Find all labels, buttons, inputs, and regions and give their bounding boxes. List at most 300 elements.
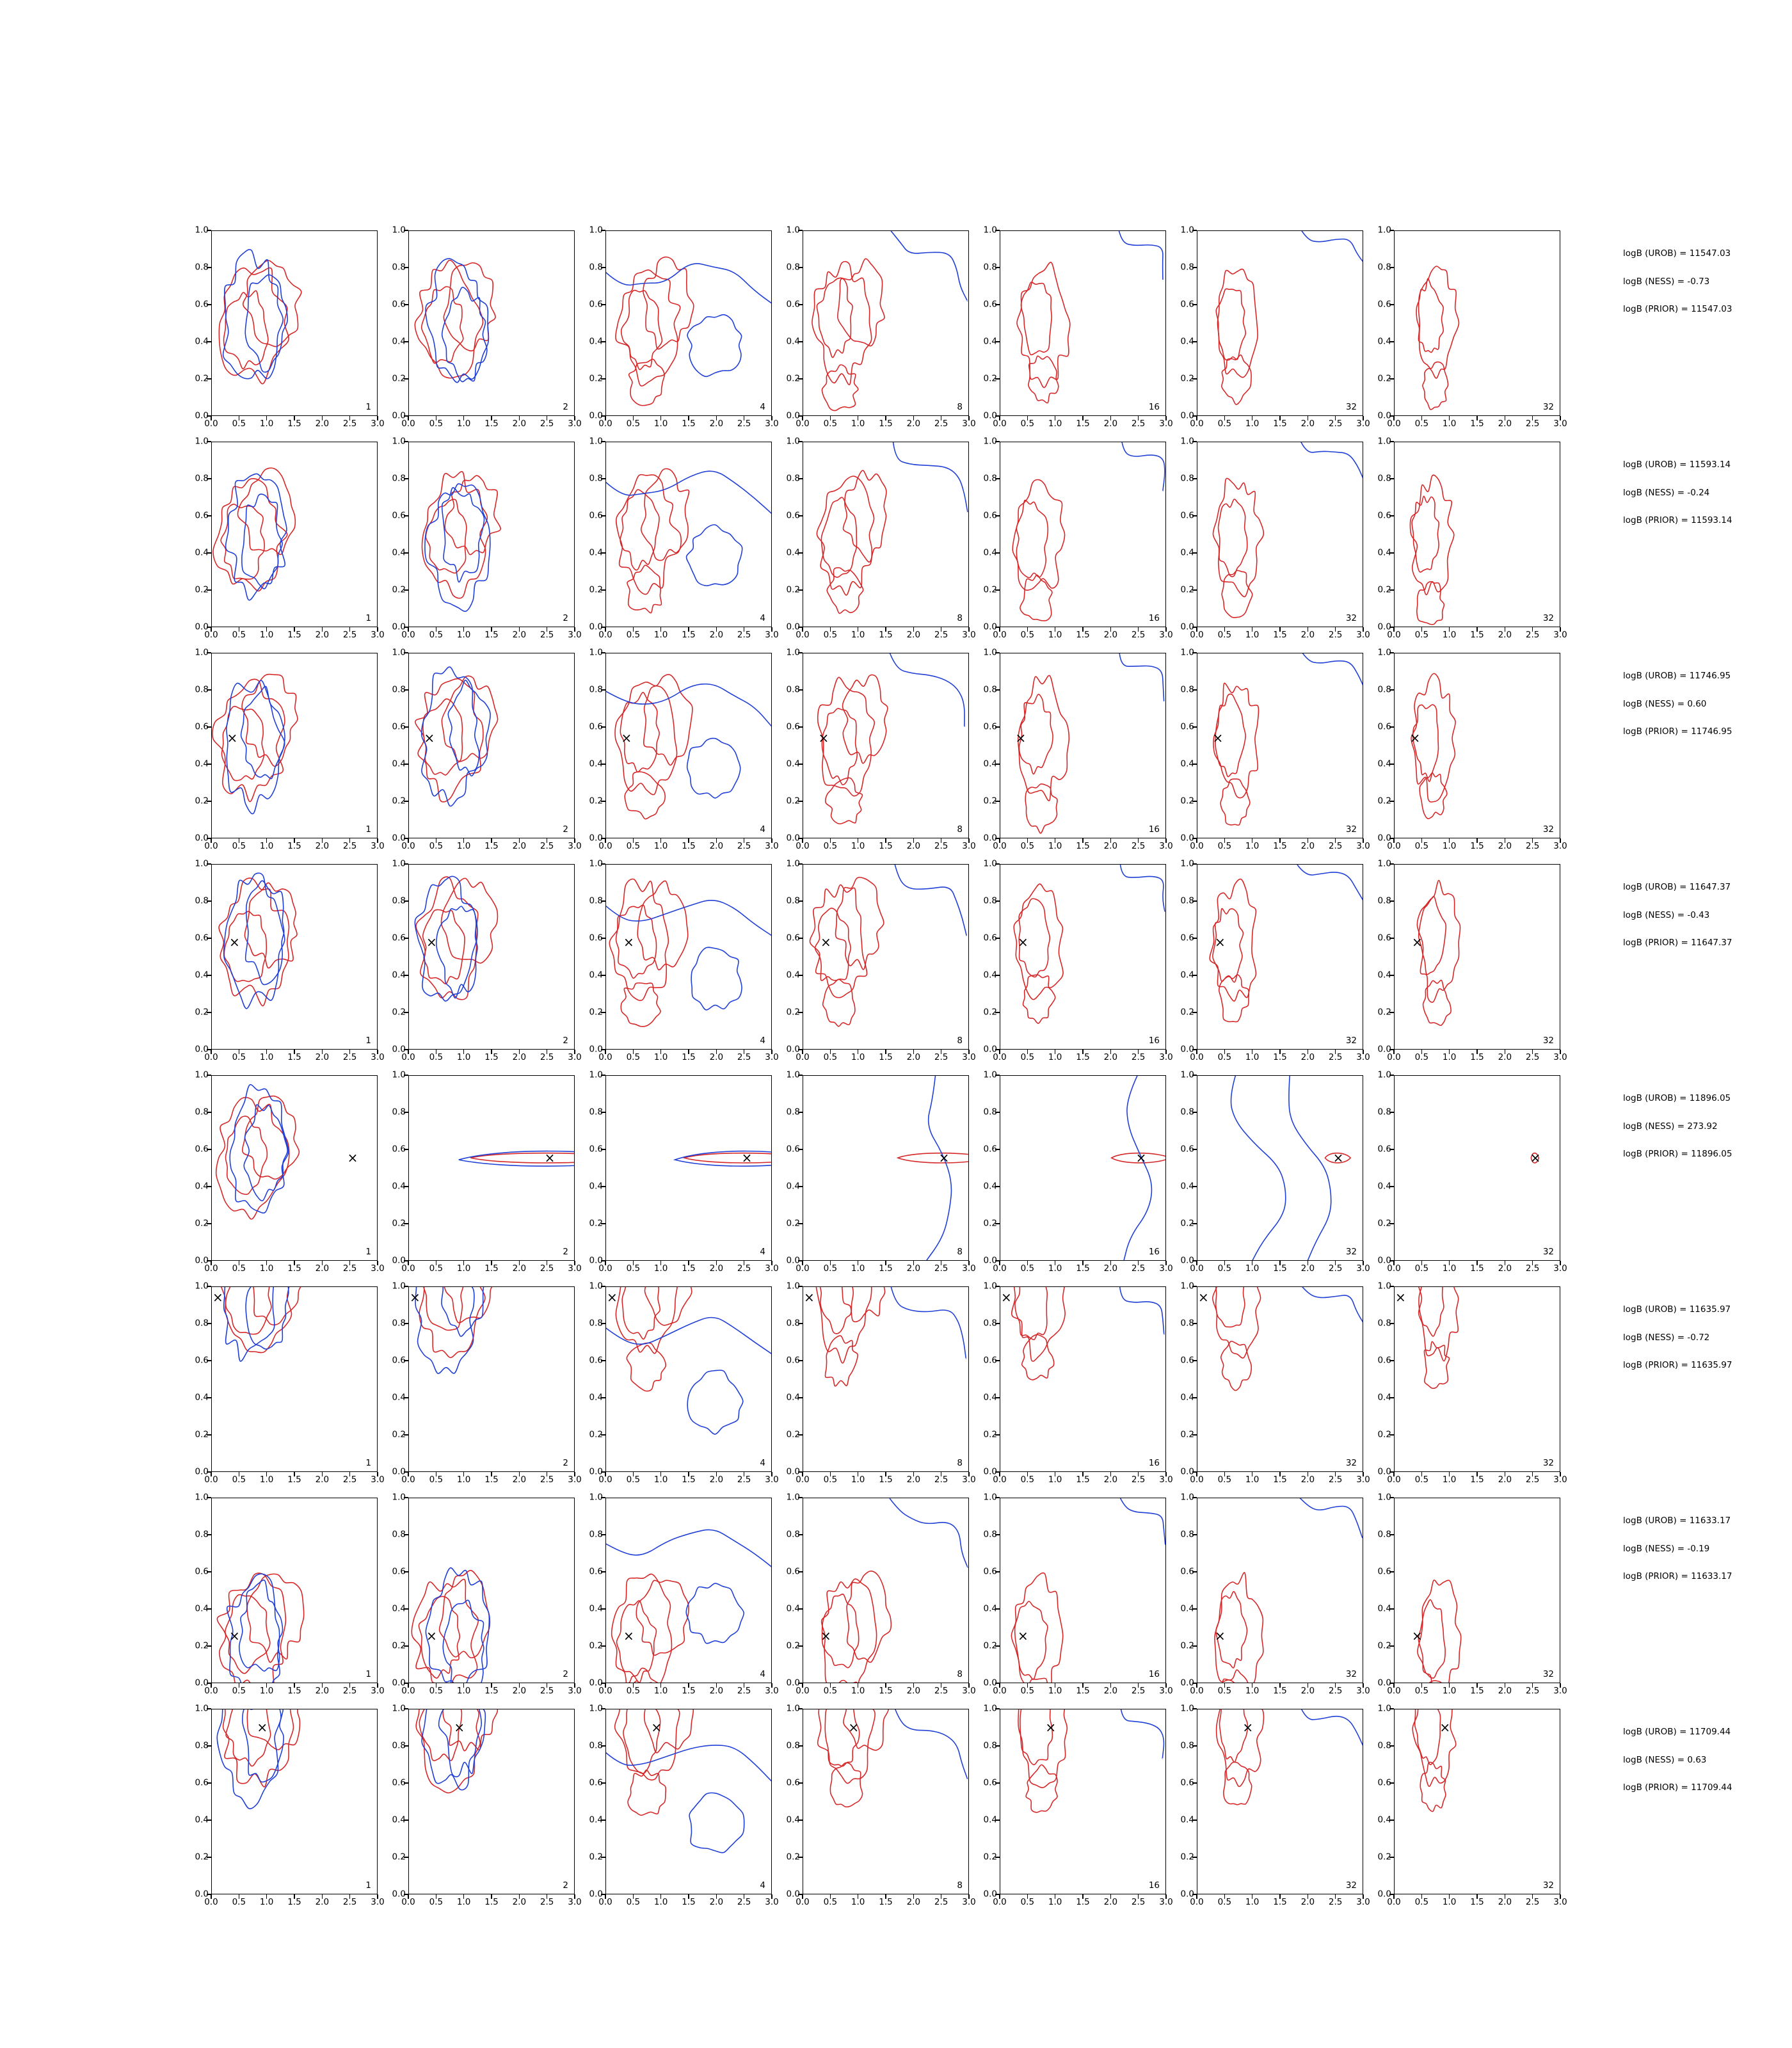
- y-tick-label: 0.4: [392, 1181, 406, 1192]
- subplot-panel[interactable]: [983, 1281, 1173, 1485]
- y-tick-label: 0.8: [983, 895, 997, 906]
- subplot-panel[interactable]: [983, 858, 1173, 1062]
- subplot-panel[interactable]: [392, 1281, 582, 1485]
- subplot-panel[interactable]: [195, 1703, 385, 1907]
- panel-index-label: 16: [1148, 1458, 1160, 1468]
- plot-area: [1197, 1075, 1363, 1261]
- x-tick-label: 0.0: [204, 630, 218, 640]
- y-tick-label: 1.0: [983, 647, 997, 658]
- x-tick-label: 1.5: [682, 1475, 696, 1485]
- y-tick-label: 0.6: [1180, 1566, 1194, 1577]
- x-tick-label: 3.0: [1159, 630, 1173, 640]
- x-tick-label: 0.5: [823, 841, 838, 851]
- y-tick-label: 0.0: [589, 1677, 603, 1688]
- y-tick-label: 1.0: [1377, 858, 1391, 869]
- subplot-panel[interactable]: [1377, 436, 1567, 640]
- x-tick-label: 0.5: [1020, 1897, 1035, 1907]
- y-tick-label: 0.4: [195, 1603, 209, 1614]
- subplot-panel[interactable]: [786, 1281, 976, 1485]
- maximum-marker: ×: [804, 1290, 815, 1306]
- x-tick-label: 2.0: [1300, 1475, 1315, 1485]
- x-tick-label: 2.0: [906, 630, 921, 640]
- y-tick-label: 0.2: [786, 1640, 800, 1651]
- x-tick-label: 2.5: [737, 1897, 751, 1907]
- y-tick-label: 1.0: [1377, 1069, 1391, 1080]
- x-tick-label: 2.0: [1498, 1475, 1512, 1485]
- y-tick-label: 0.2: [392, 1852, 406, 1862]
- x-tick-label: 1.0: [653, 1475, 668, 1485]
- y-tick-label: 0.4: [1180, 547, 1194, 558]
- subplot-panel[interactable]: [589, 225, 779, 429]
- x-tick-label: 0.5: [1020, 1686, 1035, 1696]
- y-tick-label: 1.0: [786, 1069, 800, 1080]
- subplot-panel[interactable]: [1377, 1069, 1567, 1274]
- y-tick-label: 0.4: [1377, 1181, 1391, 1192]
- y-tick-label: 0.4: [1180, 1392, 1194, 1403]
- y-tick-label: 1.0: [983, 225, 997, 236]
- subplot-panel[interactable]: [195, 1069, 385, 1274]
- x-tick-label: 0.0: [1387, 1263, 1401, 1274]
- y-tick-label: 0.4: [195, 336, 209, 347]
- y-tick-label: 0.0: [786, 621, 800, 632]
- y-tick-label: 0.0: [1180, 410, 1194, 421]
- x-tick-label: 2.0: [709, 630, 724, 640]
- y-tick-label: 0.4: [392, 547, 406, 558]
- subplot-panel[interactable]: [589, 1703, 779, 1907]
- subplot-panel[interactable]: [1180, 1069, 1370, 1274]
- x-tick-label: 3.0: [1356, 1052, 1370, 1062]
- x-tick-label: 0.0: [796, 630, 810, 640]
- x-tick-label: 0.5: [1217, 419, 1232, 429]
- subplot-panel[interactable]: [983, 436, 1173, 640]
- y-tick-label: 0.4: [1180, 1181, 1194, 1192]
- subplot-panel[interactable]: [589, 436, 779, 640]
- subplot-panel[interactable]: [786, 647, 976, 851]
- x-tick-label: 2.5: [540, 630, 554, 640]
- x-tick-label: 1.0: [456, 841, 471, 851]
- x-tick-label: 1.5: [484, 1475, 499, 1485]
- x-tick-label: 2.5: [1131, 419, 1146, 429]
- y-tick-label: 1.0: [195, 225, 209, 236]
- y-tick-label: 0.6: [195, 510, 209, 521]
- subplot-panel[interactable]: [983, 1492, 1173, 1696]
- y-tick-label: 0.0: [392, 1466, 406, 1477]
- y-tick-label: 0.8: [786, 895, 800, 906]
- x-tick-label: 1.0: [851, 419, 865, 429]
- x-tick-label: 1.5: [484, 1052, 499, 1062]
- y-tick-label: 1.0: [392, 1069, 406, 1080]
- y-tick-label: 0.6: [983, 1355, 997, 1366]
- y-tick-label: 0.6: [1180, 1355, 1194, 1366]
- panel-index-label: 16: [1148, 1036, 1160, 1046]
- x-tick-label: 2.0: [315, 841, 330, 851]
- subplot-panel[interactable]: [1377, 647, 1567, 851]
- x-tick-label: 1.0: [456, 1052, 471, 1062]
- x-tick-label: 2.0: [906, 419, 921, 429]
- y-tick-label: 0.2: [1377, 1852, 1391, 1862]
- x-tick-label: 2.5: [1525, 1052, 1540, 1062]
- subplot-panel[interactable]: [1180, 1281, 1370, 1485]
- y-tick-label: 0.2: [983, 1429, 997, 1440]
- subplot-panel[interactable]: [1377, 1703, 1567, 1907]
- subplot-panel[interactable]: [195, 225, 385, 429]
- plot-area: [803, 1498, 969, 1683]
- subplot-panel[interactable]: [786, 225, 976, 429]
- x-tick-label: 2.0: [709, 1686, 724, 1696]
- subplot-row: [195, 647, 1732, 864]
- x-tick-label: 3.0: [962, 630, 976, 640]
- subplot-panel[interactable]: [392, 1492, 582, 1696]
- maximum-marker: ×: [257, 1720, 268, 1735]
- subplot-panel[interactable]: [589, 1281, 779, 1485]
- x-tick-label: 2.5: [1328, 1052, 1343, 1062]
- x-tick-label: 1.5: [1470, 1475, 1484, 1485]
- y-tick-label: 0.2: [1180, 584, 1194, 595]
- y-tick-label: 0.8: [1377, 1107, 1391, 1117]
- x-tick-label: 0.0: [1190, 419, 1204, 429]
- x-tick-label: 3.0: [962, 1686, 976, 1696]
- x-tick-label: 1.0: [653, 630, 668, 640]
- y-tick-label: 1.0: [1377, 436, 1391, 447]
- subplot-panel[interactable]: [983, 647, 1173, 851]
- y-tick-label: 0.0: [1377, 1044, 1391, 1055]
- y-tick-label: 0.4: [1180, 1603, 1194, 1614]
- subplot-panel[interactable]: [786, 436, 976, 640]
- x-tick-label: 3.0: [568, 1897, 582, 1907]
- x-tick-label: 2.0: [315, 419, 330, 429]
- panel-index-label: 16: [1148, 1880, 1160, 1891]
- subplot-panel[interactable]: [589, 858, 779, 1062]
- x-tick-label: 0.5: [232, 1686, 246, 1696]
- x-tick-label: 0.5: [626, 1475, 641, 1485]
- subplot-panel[interactable]: [786, 1703, 976, 1907]
- plot-area: [1197, 864, 1363, 1050]
- x-tick-label: 1.0: [851, 1686, 865, 1696]
- plot-area: [408, 1498, 575, 1683]
- x-tick-label: 2.0: [1103, 1686, 1118, 1696]
- x-tick-label: 2.5: [540, 1052, 554, 1062]
- y-tick-label: 1.0: [195, 436, 209, 447]
- y-tick-label: 1.0: [786, 1492, 800, 1503]
- x-tick-label: 2.5: [934, 630, 948, 640]
- log-bayes-factor-label: logB (PRIOR) = 11593.14: [1623, 515, 1732, 525]
- x-tick-label: 0.0: [993, 1897, 1007, 1907]
- subplot-row: [195, 1703, 1732, 1920]
- x-tick-label: 0.5: [429, 630, 444, 640]
- x-tick-label: 2.5: [540, 1263, 554, 1274]
- plot-area: [1394, 230, 1560, 416]
- subplot-panel[interactable]: [1180, 1703, 1370, 1907]
- x-tick-label: 0.5: [1217, 1686, 1232, 1696]
- x-tick-label: 1.5: [879, 1686, 893, 1696]
- x-tick-label: 2.0: [512, 1686, 527, 1696]
- subplot-panel[interactable]: [392, 647, 582, 851]
- y-tick-label: 0.2: [589, 796, 603, 806]
- x-tick-label: 1.5: [1470, 1263, 1484, 1274]
- y-tick-label: 0.6: [1180, 1777, 1194, 1788]
- y-tick-label: 0.4: [195, 1814, 209, 1825]
- subplot-panel[interactable]: [1377, 858, 1567, 1062]
- maximum-marker: ×: [1135, 1150, 1147, 1166]
- subplot-panel[interactable]: [589, 1492, 779, 1696]
- y-tick-label: 0.2: [1180, 1429, 1194, 1440]
- x-tick-label: 2.0: [1498, 1897, 1512, 1907]
- y-tick-label: 0.8: [589, 1107, 603, 1117]
- x-tick-label: 3.0: [568, 1263, 582, 1274]
- x-tick-label: 3.0: [1159, 419, 1173, 429]
- subplot-panel[interactable]: [392, 1069, 582, 1274]
- x-tick-label: 1.5: [287, 1686, 301, 1696]
- subplot-panel[interactable]: [983, 225, 1173, 429]
- panel-index-label: 8: [957, 1880, 963, 1891]
- panel-index-label: 32: [1542, 1036, 1554, 1046]
- y-tick-label: 0.4: [1180, 1814, 1194, 1825]
- x-tick-label: 0.0: [1190, 1475, 1204, 1485]
- y-tick-label: 0.4: [195, 758, 209, 769]
- y-tick-label: 1.0: [195, 1069, 209, 1080]
- panel-index-label: 2: [563, 1880, 568, 1891]
- x-tick-label: 3.0: [962, 1475, 976, 1485]
- x-tick-label: 0.5: [429, 1475, 444, 1485]
- plot-area: [605, 1709, 772, 1894]
- y-tick-label: 0.6: [983, 299, 997, 310]
- plot-area: [605, 864, 772, 1050]
- x-tick-label: 1.5: [1470, 1686, 1484, 1696]
- subplot-panel[interactable]: [392, 225, 582, 429]
- x-tick-label: 0.5: [1414, 841, 1429, 851]
- x-tick-label: 2.5: [1131, 1263, 1146, 1274]
- y-tick-label: 0.6: [983, 721, 997, 732]
- subplot-panel[interactable]: [392, 436, 582, 640]
- y-tick-label: 0.0: [1180, 1889, 1194, 1900]
- y-tick-label: 0.0: [1377, 833, 1391, 844]
- y-tick-label: 0.8: [983, 1529, 997, 1540]
- y-tick-label: 0.8: [195, 473, 209, 484]
- panel-index-label: 32: [1345, 613, 1357, 623]
- subplot-panel[interactable]: [786, 858, 976, 1062]
- subplot-panel[interactable]: [1180, 647, 1370, 851]
- subplot-panel[interactable]: [195, 647, 385, 851]
- x-tick-label: 3.0: [765, 630, 779, 640]
- maximum-marker: ×: [1015, 730, 1027, 746]
- panel-index-label: 16: [1148, 824, 1160, 835]
- x-tick-label: 2.5: [540, 419, 554, 429]
- y-tick-label: 0.2: [195, 1218, 209, 1229]
- log-bayes-factor-label: logB (UROB) = 11547.03: [1623, 248, 1731, 259]
- y-tick-label: 0.8: [983, 262, 997, 273]
- x-tick-label: 1.5: [682, 1686, 696, 1696]
- y-tick-label: 0.8: [1377, 895, 1391, 906]
- y-tick-label: 0.6: [983, 1777, 997, 1788]
- x-tick-label: 0.5: [1020, 841, 1035, 851]
- maximum-marker: ×: [820, 934, 831, 950]
- x-tick-label: 0.5: [429, 841, 444, 851]
- x-tick-label: 0.5: [626, 1897, 641, 1907]
- y-tick-label: 0.2: [392, 584, 406, 595]
- x-tick-label: 0.0: [1190, 1263, 1204, 1274]
- y-tick-label: 0.0: [392, 1677, 406, 1688]
- y-tick-label: 1.0: [1180, 225, 1194, 236]
- x-tick-label: 3.0: [1356, 1263, 1370, 1274]
- y-tick-label: 0.8: [1180, 895, 1194, 906]
- log-bayes-factor-label: logB (PRIOR) = 11547.03: [1623, 304, 1732, 314]
- y-tick-label: 0.8: [392, 1107, 406, 1117]
- y-tick-label: 0.4: [589, 1181, 603, 1192]
- y-tick-label: 0.6: [1377, 510, 1391, 521]
- subplot-panel[interactable]: [983, 1703, 1173, 1907]
- x-tick-label: 2.5: [1131, 1475, 1146, 1485]
- subplot-panel[interactable]: [1180, 436, 1370, 640]
- y-tick-label: 1.0: [195, 858, 209, 869]
- subplot-panel[interactable]: [1377, 1281, 1567, 1485]
- plot-area: [211, 864, 378, 1050]
- x-tick-label: 1.5: [682, 419, 696, 429]
- x-tick-label: 3.0: [371, 1263, 385, 1274]
- y-tick-label: 1.0: [1377, 1703, 1391, 1714]
- y-tick-label: 0.8: [195, 1529, 209, 1540]
- y-tick-label: 0.6: [195, 1566, 209, 1577]
- y-tick-label: 1.0: [1377, 1281, 1391, 1292]
- subplot-panel[interactable]: [786, 1492, 976, 1696]
- x-tick-label: 1.5: [879, 630, 893, 640]
- maximum-marker: ×: [621, 730, 632, 746]
- x-tick-label: 1.0: [259, 419, 274, 429]
- subplot-panel[interactable]: [195, 1492, 385, 1696]
- y-tick-label: 0.6: [983, 510, 997, 521]
- subplot-panel[interactable]: [392, 1703, 582, 1907]
- x-tick-label: 1.5: [287, 1052, 301, 1062]
- panel-index-label: 2: [563, 824, 568, 835]
- x-tick-label: 1.0: [851, 841, 865, 851]
- maximum-marker: ×: [1212, 730, 1224, 746]
- x-tick-label: 3.0: [568, 1475, 582, 1485]
- x-tick-label: 0.0: [598, 630, 612, 640]
- log-bayes-factor-label: logB (UROB) = 11896.05: [1623, 1093, 1731, 1103]
- x-tick-label: 0.0: [796, 1052, 810, 1062]
- x-tick-label: 0.5: [1414, 419, 1429, 429]
- subplot-panel[interactable]: [195, 1281, 385, 1485]
- x-tick-label: 2.5: [737, 1052, 751, 1062]
- x-tick-label: 1.0: [1442, 1263, 1457, 1274]
- x-tick-label: 0.0: [401, 1263, 415, 1274]
- y-tick-label: 1.0: [392, 1281, 406, 1292]
- subplot-panel[interactable]: [983, 1069, 1173, 1274]
- y-tick-label: 0.6: [392, 1566, 406, 1577]
- x-tick-label: 1.0: [1245, 841, 1260, 851]
- plot-area: [1000, 230, 1166, 416]
- log-bayes-factor-label: logB (UROB) = 11647.37: [1623, 882, 1731, 892]
- y-tick-label: 0.0: [589, 1466, 603, 1477]
- subplot-panel[interactable]: [1180, 225, 1370, 429]
- x-tick-label: 1.0: [456, 1897, 471, 1907]
- x-tick-label: 0.0: [993, 1052, 1007, 1062]
- x-tick-label: 0.5: [1020, 1052, 1035, 1062]
- x-tick-label: 0.0: [1190, 1052, 1204, 1062]
- subplot-panel[interactable]: [1377, 225, 1567, 429]
- x-tick-label: 2.5: [934, 419, 948, 429]
- y-tick-label: 0.4: [589, 1814, 603, 1825]
- y-tick-label: 0.2: [1180, 1007, 1194, 1018]
- x-tick-label: 2.5: [737, 1263, 751, 1274]
- subplot-panel[interactable]: [1180, 1492, 1370, 1696]
- y-tick-label: 0.0: [195, 621, 209, 632]
- panel-index-label: 16: [1148, 1669, 1160, 1679]
- x-tick-label: 0.5: [823, 1686, 838, 1696]
- x-tick-label: 2.5: [737, 1686, 751, 1696]
- y-tick-label: 0.4: [1377, 758, 1391, 769]
- x-tick-label: 2.5: [540, 1897, 554, 1907]
- panel-index-label: 1: [365, 824, 371, 835]
- x-tick-label: 2.5: [1525, 1263, 1540, 1274]
- y-tick-label: 0.2: [786, 584, 800, 595]
- x-tick-label: 0.0: [204, 1263, 218, 1274]
- y-tick-label: 0.0: [1180, 1255, 1194, 1266]
- y-tick-label: 0.2: [1180, 1852, 1194, 1862]
- x-tick-label: 1.5: [682, 1263, 696, 1274]
- x-tick-label: 1.0: [653, 1686, 668, 1696]
- y-tick-label: 0.0: [1377, 621, 1391, 632]
- subplot-panel[interactable]: [195, 858, 385, 1062]
- x-tick-label: 0.0: [401, 841, 415, 851]
- x-tick-label: 1.0: [456, 630, 471, 640]
- plot-area: [803, 1075, 969, 1261]
- log-bayes-factor-label: logB (UROB) = 11593.14: [1623, 460, 1731, 470]
- y-tick-label: 0.8: [1180, 1529, 1194, 1540]
- subplot-panel[interactable]: [1180, 858, 1370, 1062]
- y-tick-label: 0.2: [983, 796, 997, 806]
- y-tick-label: 0.8: [392, 1318, 406, 1329]
- y-tick-label: 0.8: [983, 473, 997, 484]
- subplot-panel[interactable]: [786, 1069, 976, 1274]
- x-tick-label: 3.0: [371, 841, 385, 851]
- x-tick-label: 3.0: [371, 1897, 385, 1907]
- y-tick-label: 1.0: [1180, 436, 1194, 447]
- x-tick-label: 2.0: [1103, 1475, 1118, 1485]
- x-tick-label: 2.5: [1131, 1897, 1146, 1907]
- x-tick-label: 0.0: [1387, 1052, 1401, 1062]
- subplot-panel[interactable]: [589, 647, 779, 851]
- y-tick-label: 0.2: [392, 1640, 406, 1651]
- x-tick-label: 2.5: [934, 1475, 948, 1485]
- subplot-panel[interactable]: [589, 1069, 779, 1274]
- y-tick-label: 1.0: [589, 647, 603, 658]
- x-tick-label: 1.0: [1048, 419, 1062, 429]
- x-tick-label: 0.0: [796, 1263, 810, 1274]
- log-bayes-factor-label: logB (NESS) = -0.43: [1623, 909, 1710, 920]
- y-tick-label: 1.0: [392, 1703, 406, 1714]
- y-tick-label: 0.8: [589, 1529, 603, 1540]
- maximum-marker: ×: [1395, 1290, 1406, 1306]
- panel-index-label: 8: [957, 824, 963, 835]
- y-tick-label: 0.2: [786, 796, 800, 806]
- y-tick-label: 0.4: [983, 1603, 997, 1614]
- subplot-panel[interactable]: [195, 436, 385, 640]
- subplot-panel[interactable]: [1377, 1492, 1567, 1696]
- x-tick-label: 3.0: [765, 1052, 779, 1062]
- y-tick-label: 0.6: [589, 1355, 603, 1366]
- y-tick-label: 0.4: [786, 1603, 800, 1614]
- x-tick-label: 3.0: [1553, 1686, 1567, 1696]
- x-tick-label: 1.5: [287, 1263, 301, 1274]
- y-tick-label: 0.6: [589, 1144, 603, 1155]
- x-tick-label: 0.0: [401, 1475, 415, 1485]
- x-tick-label: 2.5: [934, 1052, 948, 1062]
- x-tick-label: 2.5: [1525, 1475, 1540, 1485]
- subplot-panel[interactable]: [392, 858, 582, 1062]
- x-tick-label: 3.0: [1553, 630, 1567, 640]
- y-tick-label: 1.0: [195, 647, 209, 658]
- x-tick-label: 2.5: [540, 1686, 554, 1696]
